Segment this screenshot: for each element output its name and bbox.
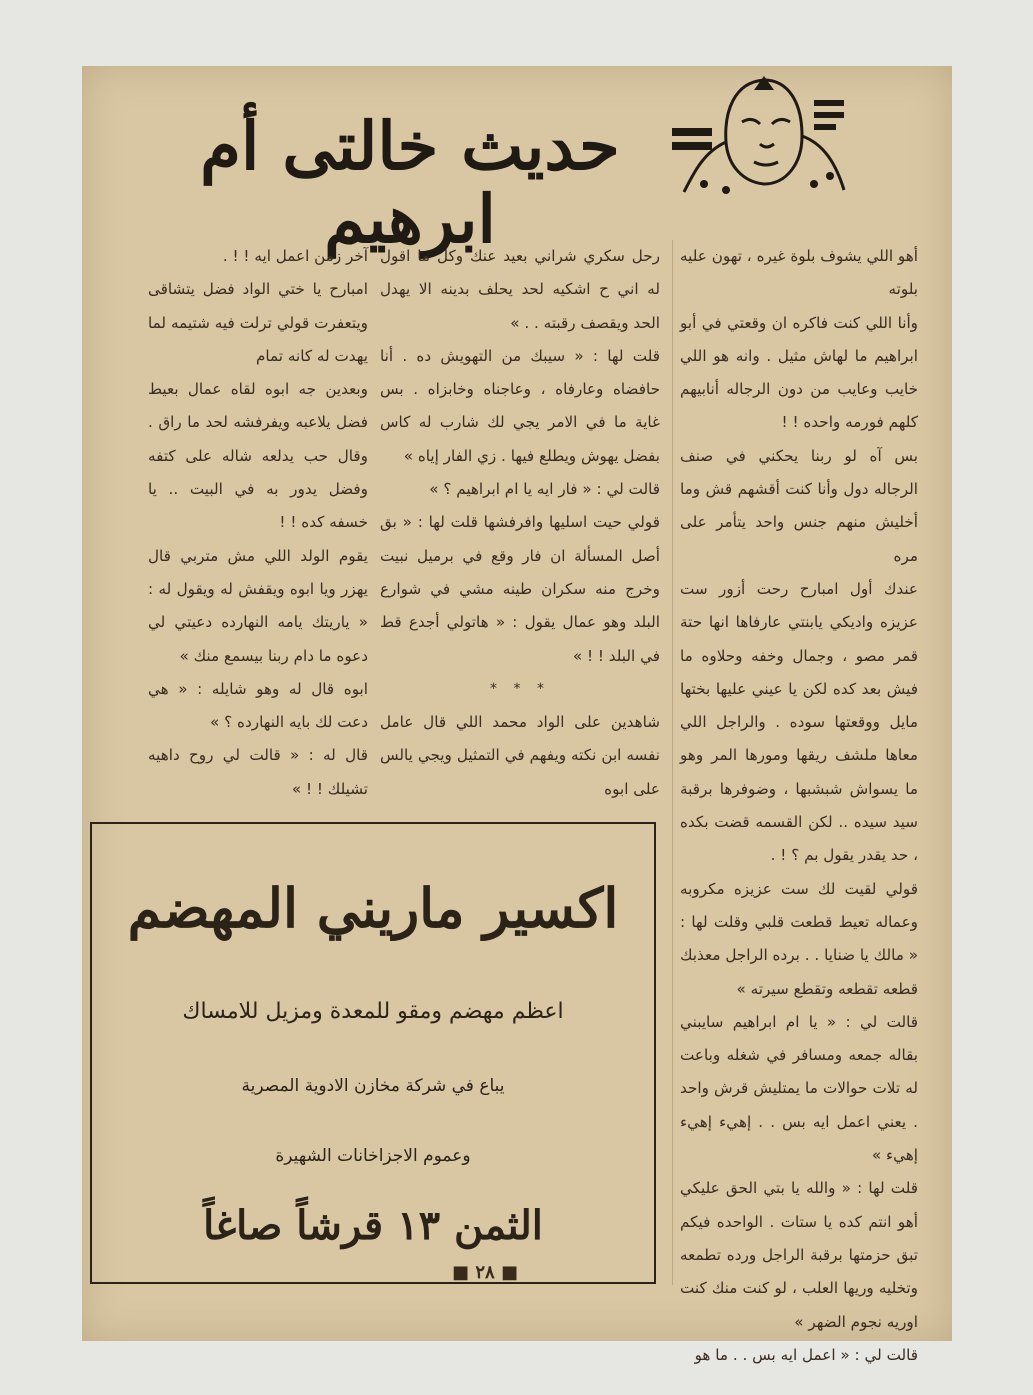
paragraph: قال له : « قالت لي روح داهيه تشيلك ! ! » [148, 746, 368, 798]
page-number: ■ ٢٨ ■ [452, 1262, 518, 1283]
ad-price: الثمن ١٣ قرشاً صاغاً [203, 1202, 543, 1249]
article-column-right [680, 240, 918, 1372]
paragraph: قلت لها : « سيبك من التهويش ده . أنا حافضاه وعارفاه ، وعاجناه وخابزاه . بس غاية ما في الامر يجي لك شارب له كاس بفضل يهوش ويطلع فيها . زي الفار إياه » [380, 346, 660, 465]
ad-pharmacies: وعموم الاجزاخانات الشهيرة [275, 1146, 471, 1166]
paragraph: أهو اللي يشوف بلوة غيره ، تهون عليه بلوته [680, 247, 918, 299]
paragraph: وبعدين جه ابوه لقاه عمال بعيط فضل يلاعبه ويفرفشه لحد ما راق . وقال حب يدلعه شاله على كتفه وفضل يدور به في البيت .. يا خسفه كده ! ! [148, 380, 368, 532]
paragraph: قلت لها : « والله يا بتي الحق عليكي أهو انتم كده يا ستات . الواحده فيكم تبق حزمتها برقبة الراجل ورده تطمعه وتخليه وريها العلب ، لو كنت منك كنت اوريه نجوم الضهر » [680, 1179, 918, 1331]
paragraph: قولي حيت اسليها وافرفشها قلت لها : « بق أصل المسألة ان فار وقع في برميل نبيت وخرج منه سكران طينه مشي في شوارع البلد وهو عمال يقول : « هاتولي أجدع قط في البلد ! ! » [380, 513, 660, 665]
article-column-middle [380, 240, 660, 806]
paragraph: قالت لي : « يا ام ابراهيم سايبني بقاله جمعه ومسافر في شغله وباعت له تلات حوالات ما يمتليش قرش واحد . يعني اعمل ايه بس . . إهيء إهيء إهيء » [680, 1012, 918, 1165]
article-title: حديث خالتى أم ابرهيم [200, 107, 620, 258]
paragraph: يقوم الولد اللي مش متربي قال يهزر ويا ابوه ويقفش له ويقول له : « ياريتك يامه النهارده دعيتي لي دعوه ما دام ربنا بيسمع منك » [148, 546, 368, 665]
paragraph: امبارح يا ختي الواد فضل يتشاقى ويتعفرت قولي ترلت فيه شتيمه لما يهدت له كانه تمام [148, 280, 368, 365]
advertisement-box [90, 822, 656, 1284]
paragraph: قولي لقيت لك ست عزيزه مكروبه وعماله تعيط قطعت قلبي وقلت لها : « مالك يا ضنايا . . برده الراجل معذبك قطعه تقطعه وتقطع سيرته » [680, 879, 918, 998]
ad-title: اكسير ماريني المهضم [127, 876, 619, 940]
paragraph: آخر زمن اعمل ايه ! ! . [222, 247, 368, 265]
woman-portrait-illustration-icon [664, 72, 850, 200]
paragraph: بس آه لو ربنا يحكني في صنف الرجاله دول وأنا كنت أقشهم قش وما أخليش منهم جنس واحد يتأمر على مره [680, 446, 918, 565]
paragraph: رحل سكري شراني بعيد عنك وكل ما اقول له اني ح اشكيه لحد يحلف بدينه الا يهدل الحد ويقصف رقبته . . » [380, 247, 660, 332]
paragraph: وأنا اللي كنت فاكره ان وقعتي في أبو ابراهيم ما لهاش مثيل . وانه هو اللي خايب وعايب من دون الرجاله أنابيهم كلهم فورمه واحده ! ! [680, 313, 918, 432]
paragraph: قالت لي : « اعمل ايه بس . . ما هو [694, 1345, 918, 1364]
paragraph: قالت لي : « فار ايه يا ام ابراهيم ؟ » [429, 480, 660, 499]
section-separator: * * * [490, 680, 550, 697]
ad-sold-at: يباع في شركة مخازن الادوية المصرية [241, 1076, 505, 1096]
paragraph: ابوه قال له وهو شايله : « هي دعت لك بايه النهارده ؟ » [148, 679, 368, 732]
article-column-left [148, 240, 368, 806]
column-divider [672, 240, 673, 1285]
ad-tagline: اعظم مهضم ومقو للمعدة ومزيل للامساك [182, 999, 564, 1024]
paragraph: عندك أول امبارح رحت أزور ست عزيزه واديكي يابنتي عارفاها انها حتة قمر مصو ، وجمال وخفه وحلاوه ما فيش بعد كده لكن يا عيني عليها بختها مايل ووقعتها سوده . والراجل اللي معاها ملشف ريقها ومورها المر وهو ما يسواش شبشبها ، وضوفرها برقبة سيد سيده .. لكن القسمه قضت بكده ، حد يقدر يقول بم ؟ ! . [680, 579, 918, 865]
paragraph: شاهدين على الواد محمد اللي قال عامل نفسه ابن نكته ويفهم في التمثيل ويجي يالس على ابوه [380, 713, 660, 798]
